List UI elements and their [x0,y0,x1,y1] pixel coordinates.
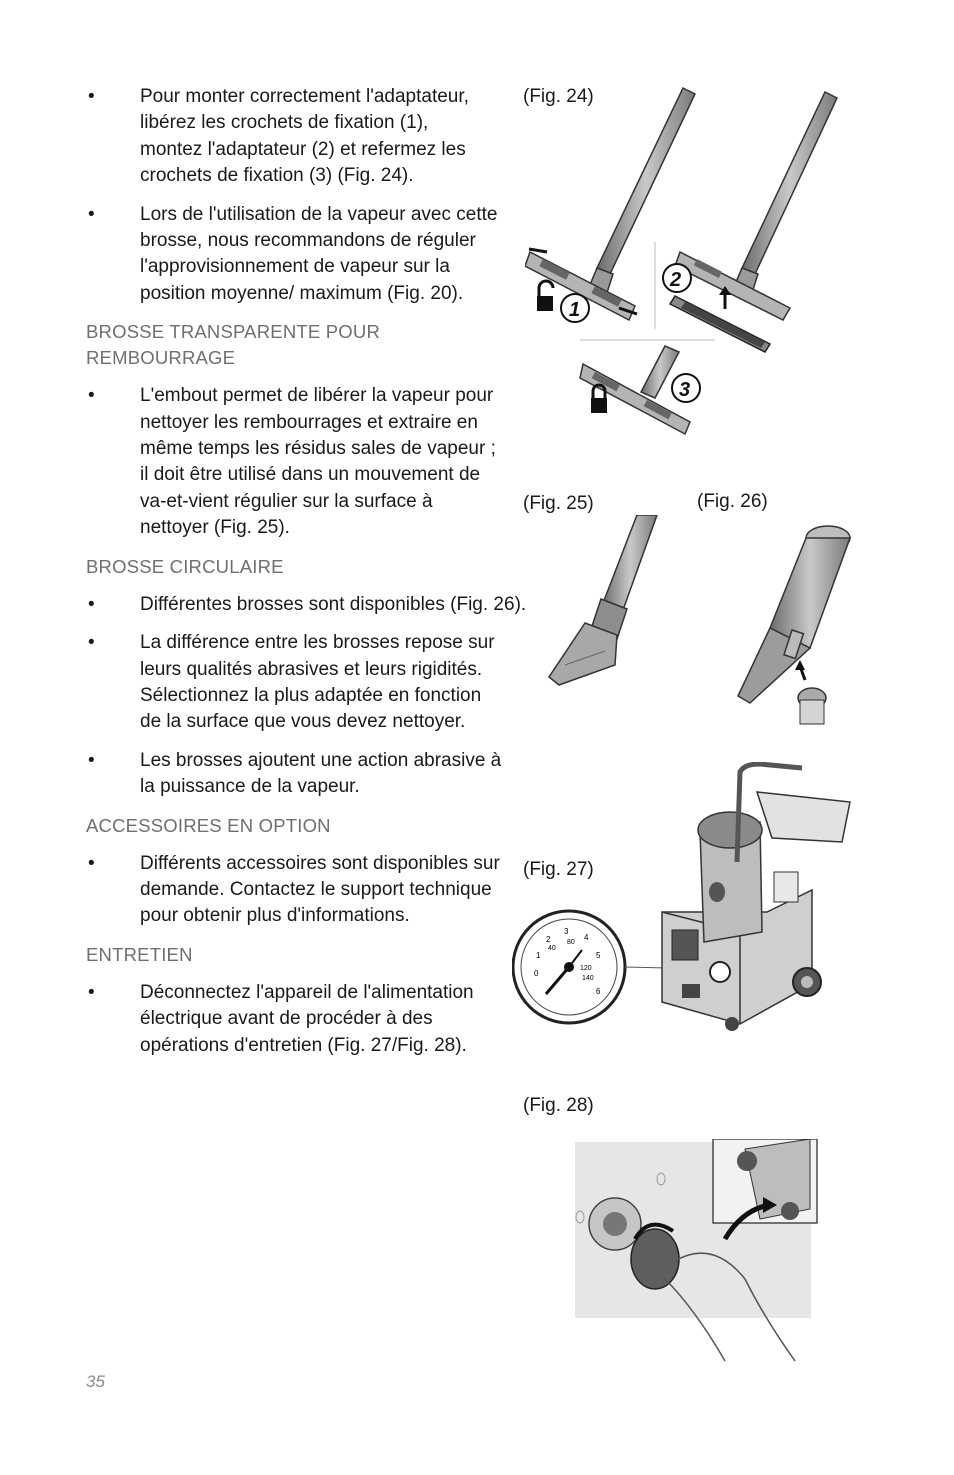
list-item [86,748,506,801]
gauge-scale-label: 1 [536,951,541,960]
section-heading: BROSSE CIRCULAIRE [86,555,284,577]
list-item [86,383,506,541]
fig-27-illustration [512,762,857,1034]
bullet-dot: • [88,852,95,874]
list-item [86,202,506,308]
gauge-scale-label: 120 [580,965,592,972]
list-item [86,851,506,930]
fig-26-illustration [730,518,860,738]
list-item [86,980,490,1059]
gauge-scale-label: 2 [546,935,551,944]
step-3-label: 3 [679,379,691,401]
gauge-scale-label: 40 [548,945,556,952]
gauge-scale-label: 3 [564,927,569,936]
list-item [86,592,540,618]
text-column [86,84,527,1071]
gauge-scale-label: 4 [584,933,589,942]
step-2-label: 2 [670,269,682,291]
lock-padlock-icon [591,385,607,413]
bullet-text: La différence entre les brosses repose sur leurs qualités abrasives et leurs rigidités. Sélectionnez la plus adaptée en fonction de la surface que vous devez nettoyer. [140,632,495,733]
bullet-dot: • [88,593,95,615]
bullet-dot: • [88,632,95,654]
gauge-scale-label: 6 [596,987,601,996]
list-item [86,630,506,736]
gauge-scale-label: 0 [534,969,539,978]
bullet-dot: • [88,749,95,771]
gauge-scale-label: 5 [596,951,601,960]
step-1-label: 1 [569,299,581,321]
fig-25-illustration [545,515,665,695]
section-heading: ENTRETIEN [86,943,193,965]
fig-25-label: (Fig. 25) [523,493,594,514]
section-heading: ACCESSOIRES EN OPTION [86,814,331,836]
fig-24-illustration [525,84,860,444]
bullet-dot: • [88,385,95,407]
unlock-padlock-icon [537,281,553,311]
bullet-dot: • [88,981,95,1003]
page-number: 35 [86,1372,105,1391]
bullet-text: Différentes brosses sont disponibles (Fig. 26). [140,593,527,615]
bullet-dot: • [88,86,95,107]
list-item [86,84,492,190]
bullet-text: Différents accessoires sont disponibles sur demande. Contactez le support technique pour obtenir plus d'informations. [140,852,500,927]
fig-28-illustration [575,1139,820,1364]
bullet-text: Déconnectez l'appareil de l'alimentation électrique avant de procéder à des opérations d'entretien (Fig. 27/Fig. 28). [140,981,474,1056]
bullet-text: Pour monter correctement l'adaptateur, libérez les crochets de fixation (1), montez l'adaptateur (2) et refermez les crochets de fixation (3) (Fig. 24). [140,86,469,187]
bullet-text: Lors de l'utilisation de la vapeur avec cette brosse, nous recommandons de réguler l'approvisionnement de vapeur sur la position moyenne/ maximum (Fig. 20). [140,203,498,304]
gauge-scale-label: 140 [582,975,594,982]
fig-26-label: (Fig. 26) [697,491,768,512]
bullet-dot: • [88,203,95,225]
bullet-text: L'embout permet de libérer la vapeur pour nettoyer les rembourrages et extraire en même temps les résidus sales de vapeur ; il doit être utilisé dans un mouvement de va-et-vient régulier sur la surface à nettoyer (Fig. 25). [140,385,496,539]
fig-28-label: (Fig. 28) [523,1095,594,1116]
fig-27-label: (Fig. 27) [523,859,594,880]
section-heading: BROSSE TRANSPARENTE POUR REMBOURRAGE [86,321,381,369]
fig-24-label: (Fig. 24) [523,86,594,107]
gauge-scale-label: 80 [567,939,575,946]
bullet-text: Les brosses ajoutent une action abrasive à la puissance de la vapeur. [140,749,502,798]
